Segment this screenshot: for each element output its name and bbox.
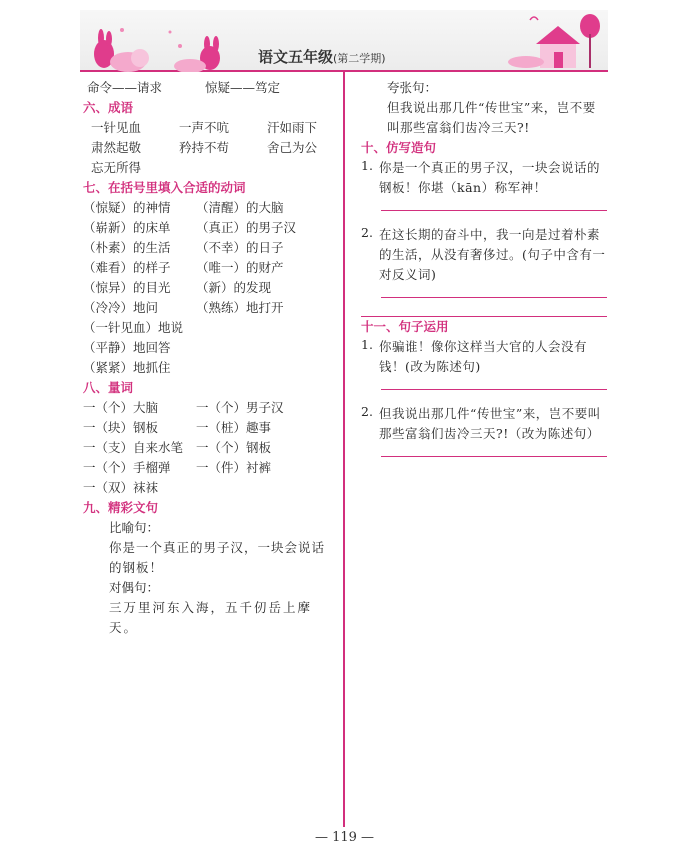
column-divider <box>343 72 345 827</box>
section-7-heading: 七、在括号里填入合适的动词 <box>83 180 246 195</box>
answer-line <box>381 297 607 298</box>
idiom-row: 忘无所得 <box>91 160 142 175</box>
idiom-row: 一针见血 一声不吭 汗如雨下 <box>91 120 318 135</box>
section-8-heading: 八、量词 <box>83 380 134 395</box>
measure-word-row: 一（个）手榴弹 一（件）衬裤 <box>83 460 272 475</box>
exercise-item: 1. 你骗谁！像你这样当大官的人会没有钱！(改为陈述句) <box>361 337 588 374</box>
sentence-text: 三万里河东入海，五千仞岳上摩天。 <box>109 600 313 635</box>
verb-single-row: （一针见血）地说 <box>83 320 184 335</box>
decorative-rabbits-illustration <box>80 22 230 72</box>
sentence-label: 比喻句： <box>109 520 160 535</box>
page-number: — 119 — <box>314 830 375 845</box>
verb-pair-row: （朴素）的生活 （不幸）的日子 <box>83 240 284 255</box>
measure-word-row: 一（支）自来水笔 一（个）钢板 <box>83 440 272 455</box>
measure-word-row: 一（块）钢板 一（桩）趣事 <box>83 420 272 435</box>
sentence-label: 夸张句： <box>387 80 438 95</box>
right-column <box>361 78 607 457</box>
sentence-text: 但我说出那几件“传世宝”来，岂不要叫那些富翁们齿冷三天?! <box>387 100 596 135</box>
verb-pair-row: （崭新）的床单 （真正）的男子汉 <box>83 220 297 235</box>
section-6-heading: 六、成语 <box>83 100 134 115</box>
idiom-row: 肃然起敬 矜持不苟 舍己为公 <box>91 140 318 155</box>
measure-word-row: 一（双）袜袜 <box>83 480 159 495</box>
measure-word-row: 一（个）大脑 一（个）男子汉 <box>83 400 284 415</box>
sentence-text: 你是一个真正的男子汉，一块会说话的钢板！ <box>109 540 326 575</box>
answer-line <box>381 456 607 457</box>
left-column <box>83 78 335 638</box>
exercise-item: 1. 你是一个真正的男子汉，一块会说话的钢板！你堪（kān）称军神！ <box>361 158 601 195</box>
verb-pair-row: （惊疑）的神情 （清醒）的大脑 <box>83 200 284 215</box>
verb-single-row: （紧紧）地抓住 <box>83 360 171 375</box>
header-title: 语文五年级(第二学期) <box>258 48 386 66</box>
section-11-heading: 十一、句子运用 <box>361 319 449 334</box>
decorative-house-illustration <box>506 12 610 72</box>
antonym-line: 命令——请求 惊疑——笃定 <box>87 80 281 95</box>
verb-pair-row: （冷冷）地问 （熟练）地打开 <box>83 300 284 315</box>
exercise-item: 2. 在这长期的奋斗中，我一向是过着朴素的生活，从没有奢侈过。(句子中含有一对反义词) <box>361 225 606 282</box>
section-10-heading: 十、仿写造句 <box>361 140 437 155</box>
sentence-label: 对偶句： <box>109 580 160 595</box>
section-9-heading: 九、精彩文句 <box>83 500 159 515</box>
exercise-item: 2. 但我说出那几件“传世宝”来，岂不要叫那些富翁们齿冷三天?!（改为陈述句） <box>361 404 601 441</box>
verb-pair-row: （难看）的样子 （唯一）的财产 <box>83 260 284 275</box>
verb-pair-row: （惊异）的目光 （新）的发现 <box>83 280 272 295</box>
verb-single-row: （平静）地回答 <box>83 340 171 355</box>
